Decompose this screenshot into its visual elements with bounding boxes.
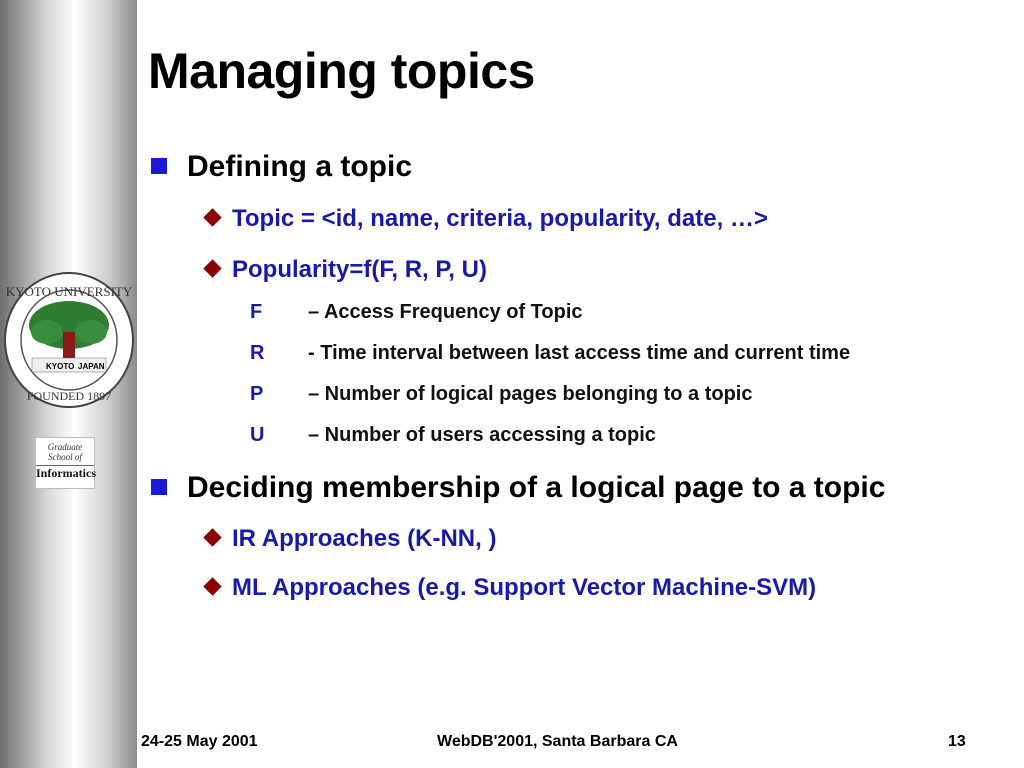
diamond-bullet-icon: [203, 528, 221, 546]
subbullet-topic-def: [232, 205, 768, 233]
seal-inner-right: JAPAN: [78, 362, 105, 371]
subbullet-text: ML Approaches (e.g. Support Vector Machine-SVM): [232, 574, 817, 601]
var-row-p: [250, 383, 753, 406]
subbullet-popularity: [232, 256, 487, 284]
var-row-r: [250, 342, 851, 365]
bullet-text: Defining a topic: [187, 150, 412, 183]
school-line2: Informatics: [36, 466, 96, 480]
footer-event: WebDB'2001, Santa Barbara CA: [437, 733, 678, 750]
bullet-defining-topic: [187, 150, 412, 184]
seal-bottom-text: FOUNDED 1897: [26, 389, 112, 403]
sidebar: [0, 0, 137, 768]
diamond-bullet-icon: [203, 577, 221, 595]
subbullet-text: Topic = <id, name, criteria, popularity, date, …>: [232, 205, 768, 232]
subbullet-ml-approaches: [232, 574, 816, 602]
bullet-deciding-membership: [187, 471, 885, 505]
kyoto-university-seal: [2, 270, 136, 410]
footer-date: 24-25 May 2001: [141, 733, 258, 750]
var-description: – Access Frequency of Topic: [308, 301, 583, 323]
subbullet-ir-approaches: [232, 525, 496, 553]
bullet-text: Deciding membership of a logical page to a topic: [187, 471, 886, 504]
slide-title: Managing topics: [148, 43, 535, 99]
var-description: – Number of users accessing a topic: [308, 424, 656, 446]
diamond-bullet-icon: [203, 208, 221, 226]
subbullet-text: Popularity=f(F, R, P, U): [232, 256, 487, 283]
var-description: – Number of logical pages belonging to a topic: [308, 383, 753, 405]
school-line1: Graduate School of: [47, 442, 83, 462]
seal-inner-left: KYOTO: [46, 362, 75, 371]
footer-page-number: 13: [948, 733, 966, 750]
var-symbol: R: [250, 342, 265, 364]
var-row-u: [250, 424, 656, 447]
diamond-bullet-icon: [203, 259, 221, 277]
square-bullet-icon: [151, 158, 167, 174]
square-bullet-icon: [151, 479, 167, 495]
graduate-school-logo: [35, 437, 95, 489]
var-description: - Time interval between last access time and current time: [308, 342, 851, 364]
subbullet-text: IR Approaches (K-NN, ): [232, 525, 497, 552]
var-row-f: [250, 301, 583, 324]
seal-top-text: KYOTO UNIVERSITY: [5, 284, 133, 299]
var-symbol: F: [250, 301, 263, 323]
var-symbol: P: [250, 383, 264, 405]
var-symbol: U: [250, 424, 265, 446]
